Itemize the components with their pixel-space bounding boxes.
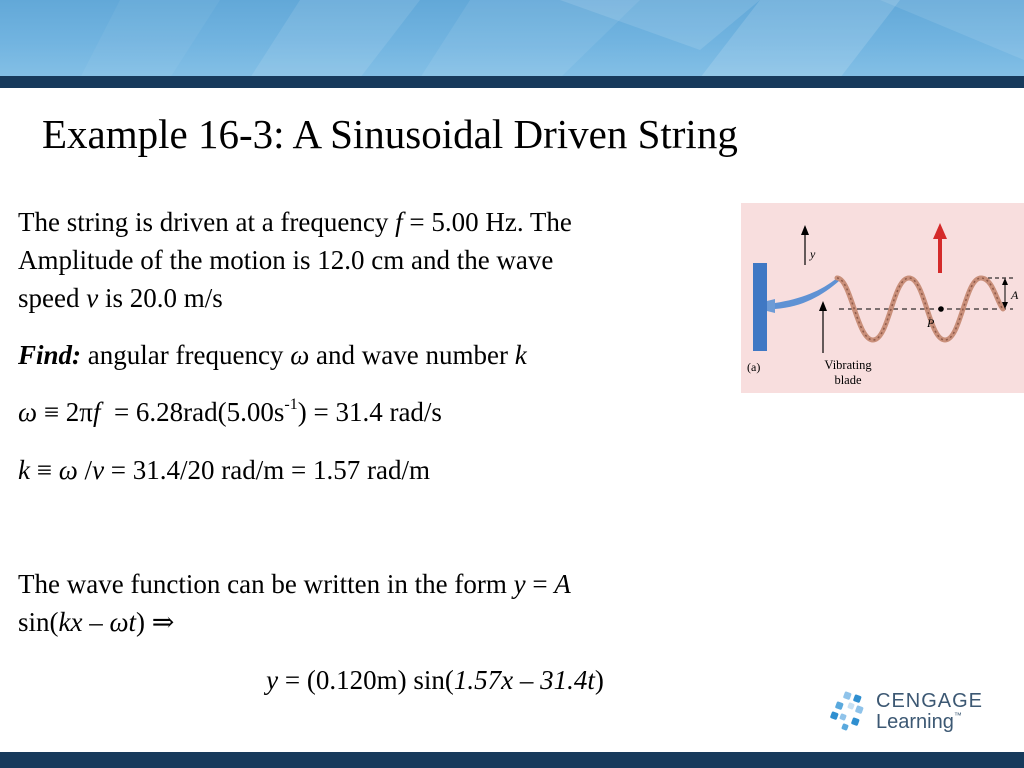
equation-text: / <box>77 455 93 485</box>
problem-line-2: Amplitude of the motion is 12.0 cm and the wave <box>18 245 554 275</box>
header-rule <box>0 76 1024 88</box>
find-line <box>18 336 733 374</box>
symbol-v: v <box>92 455 105 485</box>
final-equation <box>0 661 870 699</box>
wave-function-text <box>18 565 723 641</box>
wave-text: = <box>525 569 555 599</box>
symbol-omega: ω <box>18 397 38 427</box>
exponent: -1 <box>284 396 298 413</box>
problem-text: = 5.00 Hz. The <box>402 207 572 237</box>
symbol-A: A <box>554 569 571 599</box>
point-p-label: P <box>927 316 935 330</box>
figure-drawing <box>741 203 1024 393</box>
logo-learning-text: Learning <box>876 711 954 733</box>
problem-text: The string is driven at a frequency <box>18 207 396 237</box>
symbol-f: f <box>395 207 403 237</box>
symbol-omega: ω <box>58 455 78 485</box>
symbol-y: y <box>266 665 279 695</box>
symbol-k: k <box>514 340 527 370</box>
equation-text: ) = 31.4 rad/s <box>297 397 442 427</box>
wave-text: ) ⇒ <box>136 607 175 637</box>
red-arrow-icon <box>933 223 947 239</box>
footer-rule <box>0 752 1024 768</box>
equation-term: 1.57x <box>453 665 514 695</box>
symbol-k: k <box>18 455 30 485</box>
find-text: angular frequency <box>81 340 291 370</box>
blade-pointer-arrow-icon <box>819 301 827 311</box>
vibrating-blade <box>775 278 839 309</box>
slide-title: Example 16-3: A Sinusoidal Driven String <box>42 111 738 157</box>
amplitude-label: A <box>1011 288 1019 302</box>
blade-clamp <box>767 299 775 313</box>
equation-text: = 6.28rad(5.00s <box>100 397 285 427</box>
wave-text: The wave function can be written in the form <box>18 569 514 599</box>
panel-label: (a) <box>747 360 761 374</box>
logo-word-cengage: CENGAGE <box>876 690 984 712</box>
equation-text: = (0.120m) sin( <box>278 665 454 695</box>
wave-text: – <box>82 607 110 637</box>
header-banner <box>0 0 1024 78</box>
trademark-symbol: ™ <box>953 711 962 720</box>
logo-word-learning <box>876 711 962 734</box>
problem-text: speed <box>18 283 87 313</box>
problem-line-3 <box>18 279 733 317</box>
cengage-logo-icon <box>830 690 872 736</box>
cengage-logo <box>830 690 990 740</box>
problem-text: is 20.0 m/s <box>98 283 223 313</box>
equation-text: ) <box>594 665 604 695</box>
figure-caption-line-1: Vibrating <box>824 358 872 372</box>
banner-decoration <box>0 0 1024 78</box>
equation-term: 31.4t <box>540 665 595 695</box>
vibrating-blade-figure <box>741 203 1024 393</box>
figure-caption-line-2: blade <box>834 373 862 387</box>
find-text: and wave number <box>309 340 515 370</box>
k-equation <box>18 451 733 489</box>
symbol-omega-t: ωt <box>109 607 137 637</box>
symbol-f: f <box>92 397 101 427</box>
problem-line-1 <box>18 203 733 241</box>
point-p-marker <box>938 306 944 312</box>
symbol-y: y <box>513 569 526 599</box>
y-arrow-icon <box>801 225 809 235</box>
equation-text: ≡ <box>29 455 59 485</box>
equation-text: – <box>513 665 541 695</box>
wall-icon <box>753 263 767 351</box>
omega-equation <box>18 393 733 431</box>
symbol-kx: kx <box>58 607 83 637</box>
y-axis-label: y <box>810 247 816 261</box>
amplitude-arrow-up-icon <box>1002 278 1008 285</box>
equation-text: = 31.4/20 rad/m = 1.57 rad/m <box>104 455 430 485</box>
wave-text: sin( <box>18 607 59 637</box>
equation-text: ≡ 2π <box>37 397 93 427</box>
find-label: Find: <box>18 340 82 370</box>
symbol-omega: ω <box>290 340 310 370</box>
symbol-v: v <box>86 283 99 313</box>
problem-statement <box>18 203 733 317</box>
